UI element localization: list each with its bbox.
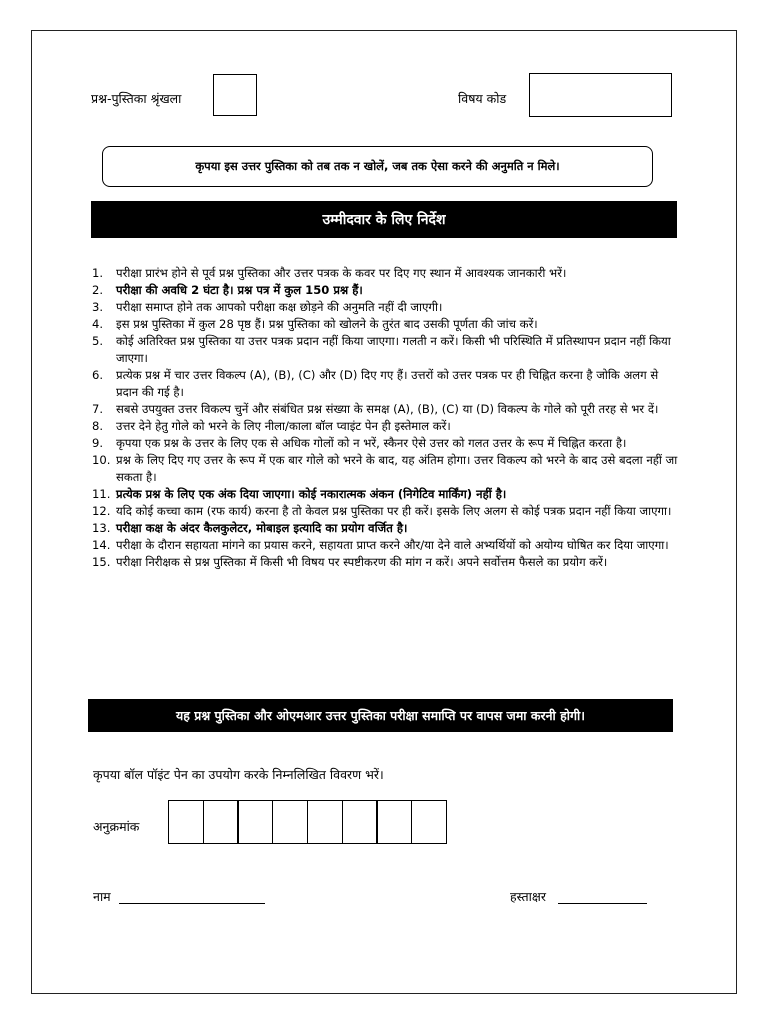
signature-line[interactable] <box>558 903 647 904</box>
instruction-item <box>92 486 682 503</box>
instruction-text: परीक्षा के दौरान सहायता मांगने का प्रयास करने, सहायता प्राप्त करने और/या देने वाले अभ्यर्थियों को अयोग्य घोषित कर दिया जाएगा। <box>116 538 669 552</box>
instruction-number: 9. <box>92 436 104 450</box>
instruction-number: 7. <box>92 402 104 416</box>
instruction-text: प्रश्न के लिए दिए गए उत्तर के रूप में एक बार गोले को भरने के बाद, यह अंतिम होगा। उत्तर विकल्प को भरने के बाद उसे बदला नहीं जा सकता है। <box>116 453 678 484</box>
return-notice-text: यह प्रश्न पुस्तिका और ओएमआर उत्तर पुस्तिका परीक्षा समाप्ति पर वापस जमा करनी होगी। <box>175 708 586 723</box>
instruction-number: 12. <box>92 504 111 518</box>
roll-number-box[interactable] <box>307 800 343 844</box>
instruction-text: परीक्षा समाप्त होने तक आपको परीक्षा कक्ष छोड़ने की अनुमति नहीं दी जाएगी। <box>116 300 443 314</box>
instruction-number: 4. <box>92 317 104 331</box>
signature-label: हस्ताक्षर <box>510 889 546 904</box>
instructions-title-bar <box>91 201 677 238</box>
roll-number-box[interactable] <box>272 800 308 844</box>
instruction-text: सबसे उपयुक्त उत्तर विकल्प चुनें और संबंधित प्रश्न संख्या के समक्ष (A), (B), (C) या (D) विकल्प के गोले को पूरी तरह से भर दें। <box>116 402 659 416</box>
instruction-number: 2. <box>92 283 104 297</box>
roll-number-box[interactable] <box>203 800 239 844</box>
roll-number-label: अनुक्रमांक <box>93 819 140 834</box>
roll-number-box[interactable] <box>342 800 378 844</box>
instruction-item <box>92 554 682 571</box>
instruction-text: इस प्रश्न पुस्तिका में कुल 28 पृष्ठ हैं। प्रश्न पुस्तिका को खोलने के तुरंत बाद उसकी पूर्णता की जांच करें। <box>116 317 538 331</box>
instruction-text: परीक्षा निरीक्षक से प्रश्न पुस्तिका में किसी भी विषय पर स्पष्टीकरण की मांग न करें। अपने सर्वोत्तम फैसले का प्रयोग करें। <box>116 555 608 569</box>
instruction-text: कोई अतिरिक्त प्रश्न पुस्तिका या उत्तर पत्रक प्रदान नहीं किया जाएगा। गलती न करें। किसी भी परिस्थिति में प्रतिस्थापन प्रदान नहीं किया जाएगा। <box>116 334 671 365</box>
instruction-number: 8. <box>92 419 104 433</box>
instructions-title: उम्मीदवार के लिए निर्देश <box>322 212 446 228</box>
instruction-item <box>92 418 682 435</box>
instruction-text: कृपया एक प्रश्न के उत्तर के लिए एक से अधिक गोलों को न भरें, स्कैनर ऐसे उत्तर को गलत उत्तर के रूप में चिह्नित करता है। <box>116 436 627 450</box>
subject-code-label: विषय कोड <box>458 91 507 106</box>
name-label: नाम <box>93 889 111 904</box>
instruction-text: परीक्षा कक्ष के अंदर कैलकुलेटर, मोबाइल इत्यादि का प्रयोग वर्जित है। <box>116 521 408 535</box>
instruction-text: परीक्षा की अवधि 2 घंटा है। प्रश्न पत्र में कुल 150 प्रश्न हैं। <box>116 283 363 297</box>
roll-number-box[interactable] <box>376 800 412 844</box>
instruction-item <box>92 265 682 282</box>
instruction-item <box>92 503 682 520</box>
instruction-text: परीक्षा प्रारंभ होने से पूर्व प्रश्न पुस्तिका और उत्तर पत्रक के कवर पर दिए गए स्थान में आवश्यक जानकारी भरें। <box>116 266 567 280</box>
instruction-number: 15. <box>92 555 111 569</box>
series-input-box[interactable] <box>213 74 257 116</box>
instruction-item <box>92 333 682 367</box>
series-label: प्रश्न-पुस्तिका श्रृंखला <box>91 91 182 106</box>
roll-number-box[interactable] <box>168 800 204 844</box>
instruction-text: यदि कोई कच्चा काम (रफ कार्य) करना है तो केवल प्रश्न पुस्तिका पर ही करें। इसके लिए अलग से कोई पत्रक प्रदान नहीं किया जाएगा। <box>116 504 672 518</box>
instructions-list <box>92 265 682 571</box>
instruction-number: 6. <box>92 368 104 382</box>
instruction-item <box>92 367 682 401</box>
instruction-item <box>92 435 682 452</box>
instruction-item <box>92 537 682 554</box>
notice-box <box>102 146 653 187</box>
instruction-item <box>92 316 682 333</box>
subject-code-input-box[interactable] <box>529 73 672 117</box>
name-line[interactable] <box>119 903 265 904</box>
instruction-text: प्रत्येक प्रश्न के लिए एक अंक दिया जाएगा। कोई नकारात्मक अंकन (निगेटिव मार्किंग) नहीं है। <box>116 487 507 501</box>
instruction-number: 13. <box>92 521 111 535</box>
roll-number-box[interactable] <box>411 800 447 844</box>
return-notice-bar <box>88 699 673 732</box>
instruction-item <box>92 520 682 537</box>
instruction-number: 1. <box>92 266 104 280</box>
instruction-text: प्रत्येक प्रश्न में चार उत्तर विकल्प (A), (B), (C) और (D) दिए गए हैं। उत्तरों को उत्तर पत्रक पर ही चिह्नित करना है जोकि अलग से प्रदान की गई है। <box>116 368 659 399</box>
instruction-item <box>92 299 682 316</box>
roll-number-box[interactable] <box>237 800 273 844</box>
instruction-number: 11. <box>92 487 111 501</box>
notice-text: कृपया इस उत्तर पुस्तिका को तब तक न खोलें, जब तक ऐसा करने की अनुमति न मिले। <box>195 159 560 173</box>
instruction-number: 14. <box>92 538 111 552</box>
instruction-number: 10. <box>92 453 111 467</box>
instruction-item <box>92 452 682 486</box>
instruction-item <box>92 401 682 418</box>
instruction-number: 5. <box>92 334 104 348</box>
roll-number-boxes <box>168 800 447 844</box>
instruction-number: 3. <box>92 300 104 314</box>
fill-instruction: कृपया बॉल पॉइंट पेन का उपयोग करके निम्नलिखित विवरण भरें। <box>93 767 384 782</box>
instruction-item <box>92 282 682 299</box>
instruction-text: उत्तर देने हेतु गोले को भरने के लिए नीला/काला बॉल प्वाइंट पेन ही इस्तेमाल करें। <box>116 419 451 433</box>
